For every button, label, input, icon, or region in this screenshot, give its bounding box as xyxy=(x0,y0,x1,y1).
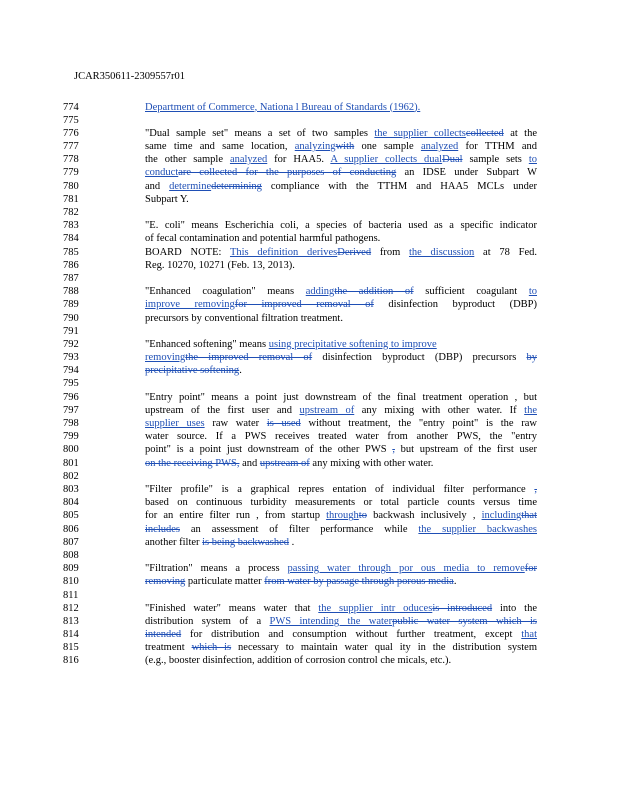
line-number: 774 xyxy=(63,101,79,113)
text-run: "Entry point" means a point just downstream of the final treatment operation , but xyxy=(145,391,537,403)
text-run: one sample xyxy=(354,141,421,153)
document-id: JCAR350611-2309557r01 xyxy=(74,71,186,82)
deleted-text: , xyxy=(534,484,537,495)
text-run: backwash inclusively , xyxy=(366,510,482,522)
text-run: distribution system of a xyxy=(145,615,270,627)
text-line xyxy=(145,523,537,536)
line-number: 788 xyxy=(63,286,79,298)
text-line xyxy=(145,153,537,166)
line-number: 776 xyxy=(63,127,79,139)
line-number: 803 xyxy=(63,484,79,495)
inserted-text: to xyxy=(528,154,537,166)
deleted-text: collected xyxy=(465,127,504,139)
text-run: point" is a point just downstream of the other PWS xyxy=(145,444,393,456)
text-line xyxy=(145,285,537,298)
line-number: 784 xyxy=(63,233,79,245)
line-number: 782 xyxy=(63,207,79,219)
inserted-text: supplier uses xyxy=(145,418,205,430)
line-number: 796 xyxy=(63,391,79,403)
inserted-text: A supplier collects dual xyxy=(330,154,443,166)
text-line xyxy=(145,654,537,667)
text-run: the other sample xyxy=(145,154,230,166)
inserted-text: conduct xyxy=(145,167,179,179)
inserted-text: the supplier collects xyxy=(374,127,466,139)
text-line xyxy=(145,180,537,193)
deleted-text: for xyxy=(524,563,537,575)
line-number: 814 xyxy=(63,629,79,641)
text-run: "Enhanced softening" means xyxy=(145,338,269,350)
text-line xyxy=(145,232,537,245)
text-run: for TTHM and xyxy=(458,141,537,153)
line-number: 807 xyxy=(63,536,79,548)
inserted-text: Department of Commerce, Nationa l Bureau of Standards (1962). xyxy=(145,101,421,113)
text-run: "Dual sample set" means a set of two samples xyxy=(145,127,375,139)
text-line xyxy=(145,628,537,641)
line-number: 801 xyxy=(63,457,79,469)
inserted-text: analyzed xyxy=(229,154,268,166)
text-line xyxy=(145,338,537,351)
text-run: but upstream of the first user xyxy=(394,444,537,456)
text-line xyxy=(145,404,537,417)
text-line xyxy=(145,641,537,654)
line-number: 795 xyxy=(63,378,79,390)
deleted-text: from water by passage through porous media xyxy=(264,576,454,588)
deleted-text: for improved removal of xyxy=(234,299,374,311)
line-number: 809 xyxy=(63,563,79,575)
deleted-text: by xyxy=(526,352,537,364)
text-line xyxy=(145,127,537,140)
text-run: disinfection byproduct (DBP) precursors xyxy=(312,352,527,364)
deleted-text: is being backwashed xyxy=(202,536,290,548)
line-number: 779 xyxy=(63,167,79,179)
line-number: 791 xyxy=(63,325,79,337)
text-line xyxy=(145,101,537,114)
text-run: from xyxy=(371,246,409,258)
deleted-text: the improved removal of xyxy=(185,352,313,364)
line-number: 816 xyxy=(63,655,79,667)
deleted-text: removing xyxy=(145,576,186,588)
text-line xyxy=(145,509,537,522)
text-run: "Finished water" means water that xyxy=(145,602,319,614)
text-run: sufficient coagulant xyxy=(413,286,529,298)
text-run: for an entire filter run , from startup xyxy=(145,510,327,522)
deleted-text: precipitative softening xyxy=(145,365,240,377)
inserted-text: adding xyxy=(305,286,335,298)
inserted-text: analyzing xyxy=(294,141,336,153)
deleted-text: on the receiving PWS, xyxy=(145,457,240,469)
text-run: without treatment, the "entry point" is the raw xyxy=(300,418,537,430)
text-run: . xyxy=(289,536,295,548)
line-number: 786 xyxy=(63,259,79,271)
text-run: another filter xyxy=(145,536,203,548)
deleted-text: upstream of xyxy=(259,457,310,469)
text-run: Subpart Y. xyxy=(145,193,189,205)
line-number: 781 xyxy=(63,193,79,205)
text-line xyxy=(145,193,537,206)
text-run: precursors by conventional filtration treatment. xyxy=(145,312,343,324)
text-line xyxy=(145,351,537,364)
text-run: "Filtration" means a process xyxy=(145,563,288,575)
text-run: any mixing with other water. If xyxy=(354,404,525,416)
deleted-text: to xyxy=(358,510,367,522)
line-number: 778 xyxy=(63,154,79,166)
line-number: 810 xyxy=(63,576,79,588)
text-run: "Filter profile" is a graphical repres entation of individual filter performance xyxy=(145,484,535,495)
text-run: an IDSE under Subpart W xyxy=(396,167,537,179)
inserted-text: that xyxy=(521,629,537,641)
deleted-text: public water system which is xyxy=(392,615,537,627)
text-line xyxy=(145,246,537,259)
line-number: 797 xyxy=(63,404,79,416)
line-number: 783 xyxy=(63,220,79,232)
text-run: and xyxy=(239,457,260,469)
text-line xyxy=(145,259,537,272)
line-number: 777 xyxy=(63,141,79,153)
line-number: 790 xyxy=(63,312,79,324)
inserted-text: including xyxy=(481,510,522,522)
line-number: 808 xyxy=(63,549,79,561)
inserted-text: improve removing xyxy=(145,299,235,311)
text-line xyxy=(145,457,537,470)
inserted-text: the xyxy=(524,404,537,416)
inserted-text: PWS intending the water xyxy=(269,615,393,627)
inserted-text: analyzed xyxy=(420,141,459,153)
text-run: . xyxy=(453,576,457,588)
text-line xyxy=(145,430,537,443)
text-run: for HAA5. xyxy=(267,154,331,166)
text-line xyxy=(145,483,537,496)
deleted-text: is introduced xyxy=(432,602,493,614)
line-number: 787 xyxy=(63,272,79,284)
deleted-text: is used xyxy=(266,418,301,430)
deleted-text: that xyxy=(521,510,537,522)
deleted-text: which is xyxy=(191,642,232,654)
inserted-text: removing xyxy=(145,352,186,364)
inserted-text: upstream of xyxy=(299,404,355,416)
text-run: necessary to maintain water qual ity in the distribution system xyxy=(231,642,537,654)
text-run: Reg. 10270, 10271 (Feb. 13, 2013). xyxy=(145,259,295,271)
text-line xyxy=(145,536,537,549)
text-run: water source. If a PWS receives treated water from another PWS, the "entry xyxy=(145,431,537,443)
inserted-text: determine xyxy=(169,180,212,192)
text-line xyxy=(145,417,537,430)
line-number: 804 xyxy=(63,497,79,509)
line-number: 799 xyxy=(63,431,79,443)
line-number: 800 xyxy=(63,444,79,456)
text-run: at 78 Fed. xyxy=(474,246,537,258)
inserted-text: the supplier intr oduces xyxy=(318,602,433,614)
text-run: for distribution and consumption without further treatment, except xyxy=(181,629,522,641)
deleted-text: are collected for the purposes of conducting xyxy=(178,167,397,179)
text-run: compliance with the TTHM and HAA5 MCLs under xyxy=(261,180,537,192)
deleted-text: includes xyxy=(145,523,180,535)
text-run: BOARD NOTE: xyxy=(145,246,230,258)
text-line xyxy=(145,443,537,456)
text-line xyxy=(145,312,537,325)
line-number: 811 xyxy=(63,589,79,601)
line-number: 815 xyxy=(63,642,79,654)
text-run: of fecal contamination and potential harmful pathogens. xyxy=(145,233,381,245)
line-number: 775 xyxy=(63,114,79,126)
line-number: 792 xyxy=(63,338,79,350)
deleted-text: the addition of xyxy=(334,286,414,298)
text-run: into the xyxy=(492,602,537,614)
text-run: disinfection byproduct (DBP) xyxy=(373,299,537,311)
inserted-text: to xyxy=(528,286,538,298)
text-line xyxy=(145,140,537,153)
text-run: (e.g., booster disinfection, addition of corrosion control che micals, etc.). xyxy=(145,655,452,667)
text-line xyxy=(145,602,537,615)
text-line xyxy=(145,391,537,404)
text-run: based on continuous turbidity measurements or total particle counts versus time xyxy=(145,497,537,509)
deleted-text: Dual xyxy=(442,154,463,166)
inserted-text: This definition derives xyxy=(229,246,338,258)
line-number: 806 xyxy=(63,523,79,535)
text-run: raw water xyxy=(204,418,267,430)
text-run: sample sets xyxy=(462,154,529,166)
line-number: 798 xyxy=(63,418,79,430)
line-number: 780 xyxy=(63,180,79,192)
text-run: "Enhanced coagulation" means xyxy=(145,286,306,298)
text-run: treatment xyxy=(145,642,192,654)
deleted-text: Derived xyxy=(337,246,372,258)
text-line xyxy=(145,364,537,377)
text-line xyxy=(145,615,537,628)
inserted-text: using precipitative softening to improve xyxy=(268,338,437,350)
text-line xyxy=(145,166,537,179)
inserted-text: passing water through por ous media to remove xyxy=(287,563,525,575)
text-run: upstream of the first user and xyxy=(145,404,300,416)
inserted-text: the supplier backwashes xyxy=(418,523,537,535)
line-number: 802 xyxy=(63,470,79,482)
text-line xyxy=(145,219,537,232)
line-number: 813 xyxy=(63,615,79,627)
text-line xyxy=(145,298,537,311)
inserted-text: through xyxy=(326,510,359,522)
text-line xyxy=(145,562,537,575)
line-number: 812 xyxy=(63,602,79,614)
inserted-text: the discussion xyxy=(408,246,475,258)
text-run: and xyxy=(145,180,170,192)
text-run: particulate matter xyxy=(185,576,265,588)
line-number: 785 xyxy=(63,246,79,258)
text-run: an assessment of filter performance while xyxy=(180,523,419,535)
line-number: 789 xyxy=(63,299,79,311)
text-run: same time and same location, xyxy=(145,141,295,153)
line-number: 793 xyxy=(63,352,79,364)
deleted-text: with xyxy=(335,141,355,153)
text-run: "E. coli" means Escherichia coli, a species of bacteria used as a specific indicator xyxy=(145,220,537,232)
line-number: 794 xyxy=(63,365,79,377)
text-run: . xyxy=(239,365,242,377)
line-number: 805 xyxy=(63,510,79,522)
text-line xyxy=(145,575,537,588)
text-run: any mixing with other water. xyxy=(309,457,434,469)
deleted-text: , xyxy=(392,444,395,456)
text-run: at the xyxy=(503,127,537,139)
deleted-text: intended xyxy=(145,629,182,641)
deleted-text: determining xyxy=(211,180,262,192)
text-line xyxy=(145,496,537,509)
